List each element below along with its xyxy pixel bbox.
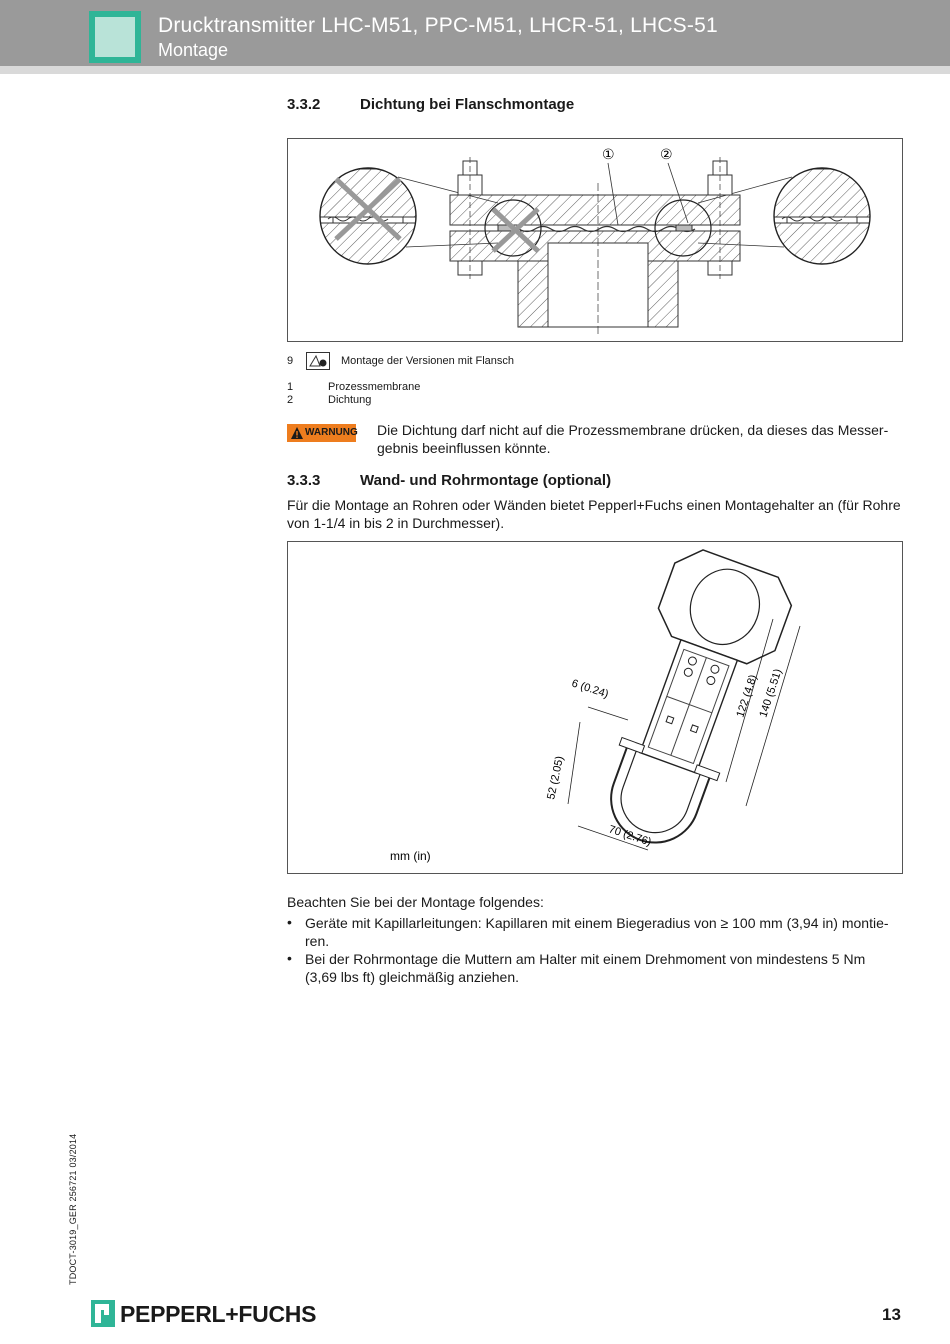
bullet-dot-1: • <box>287 914 292 930</box>
unit-label: mm (in) <box>390 849 431 863</box>
callout-2: ② <box>660 147 673 163</box>
notes-intro: Beachten Sie bei der Montage folgendes: <box>287 894 544 910</box>
dim-52: 52 (2.05) <box>545 755 567 801</box>
bullet2-line1: Bei der Rohrmontage die Muttern am Halter mit einem Drehmoment von mindestens 5 Nm <box>305 951 866 967</box>
section-333-text-line2: von 1-1/4 in bis 2 in Durchmesser). <box>287 515 505 531</box>
section-333-text-line1: Für die Montage an Rohren oder Wänden bietet Pepperl+Fuchs einen Montagehalter an (für Rohre <box>287 497 901 513</box>
page-subtitle: Montage <box>158 40 229 60</box>
header-logo-inner <box>95 17 135 57</box>
bullet-dot-2: • <box>287 950 292 966</box>
warning-text-line2: gebnis beeinflussen könnte. <box>377 440 551 456</box>
figure-caption: Montage der Versionen mit Flansch <box>341 355 515 367</box>
document-id: TDOCT-3019_GER 256721 03/2014 <box>68 1133 78 1285</box>
bullet1-line1: Geräte mit Kapillarleitungen: Kapillaren mit einem Biegeradius von ≥ 100 mm (3,94 in) montie- <box>305 915 889 931</box>
detail-circle-left <box>318 168 418 273</box>
bullet2-line2: (3,69 lbs ft) gleichmäßig anziehen. <box>305 969 519 985</box>
legend-num-1: 1 <box>287 381 294 393</box>
section-title-332: Dichtung bei Flanschmontage <box>360 96 575 113</box>
flange-figure <box>287 138 903 342</box>
pepperl-fuchs-logo-icon <box>91 1300 115 1327</box>
warning-badge-label: WARNUNG <box>305 427 358 438</box>
warning-badge <box>287 424 356 442</box>
header-logo <box>89 11 141 63</box>
detail-circle-right <box>772 168 872 273</box>
header-strip <box>0 66 950 74</box>
legend-label-2: Dichtung <box>328 394 372 406</box>
page-number: 13 <box>882 1305 901 1324</box>
bracket-drawing <box>288 542 902 873</box>
footer-brand: PEPPERL+FUCHS <box>120 1301 317 1327</box>
flange-assembly <box>450 157 740 335</box>
section-title-333: Wand- und Rohrmontage (optional) <box>360 472 612 489</box>
dim-140: 140 (5.51) <box>757 667 785 719</box>
legend-label-1: Prozessmembrane <box>328 381 421 393</box>
callout-1: ① <box>602 147 615 163</box>
section-number-333: 3.3.3 <box>287 472 321 489</box>
bracket-figure <box>287 541 903 874</box>
flange-drawing <box>288 139 902 341</box>
dim-6: 6 (0.24) <box>570 677 610 701</box>
dim-122: 122 (4.8) <box>734 673 760 719</box>
figure-number: 9 <box>287 355 294 367</box>
figure-type-icon <box>306 352 330 370</box>
legend-num-2: 2 <box>287 394 294 406</box>
page-title: Drucktransmitter LHC-M51, PPC-M51, LHCR-51, LHCS-51 <box>158 14 718 37</box>
dim-70: 70 (2.76) <box>607 823 653 849</box>
section-number-332: 3.3.2 <box>287 96 321 113</box>
bullet1-line2: ren. <box>305 933 330 949</box>
warning-text-line1: Die Dichtung darf nicht auf die Prozessmembrane drücken, da dieses das Messer- <box>377 422 889 438</box>
warning-triangle-icon <box>290 426 304 440</box>
